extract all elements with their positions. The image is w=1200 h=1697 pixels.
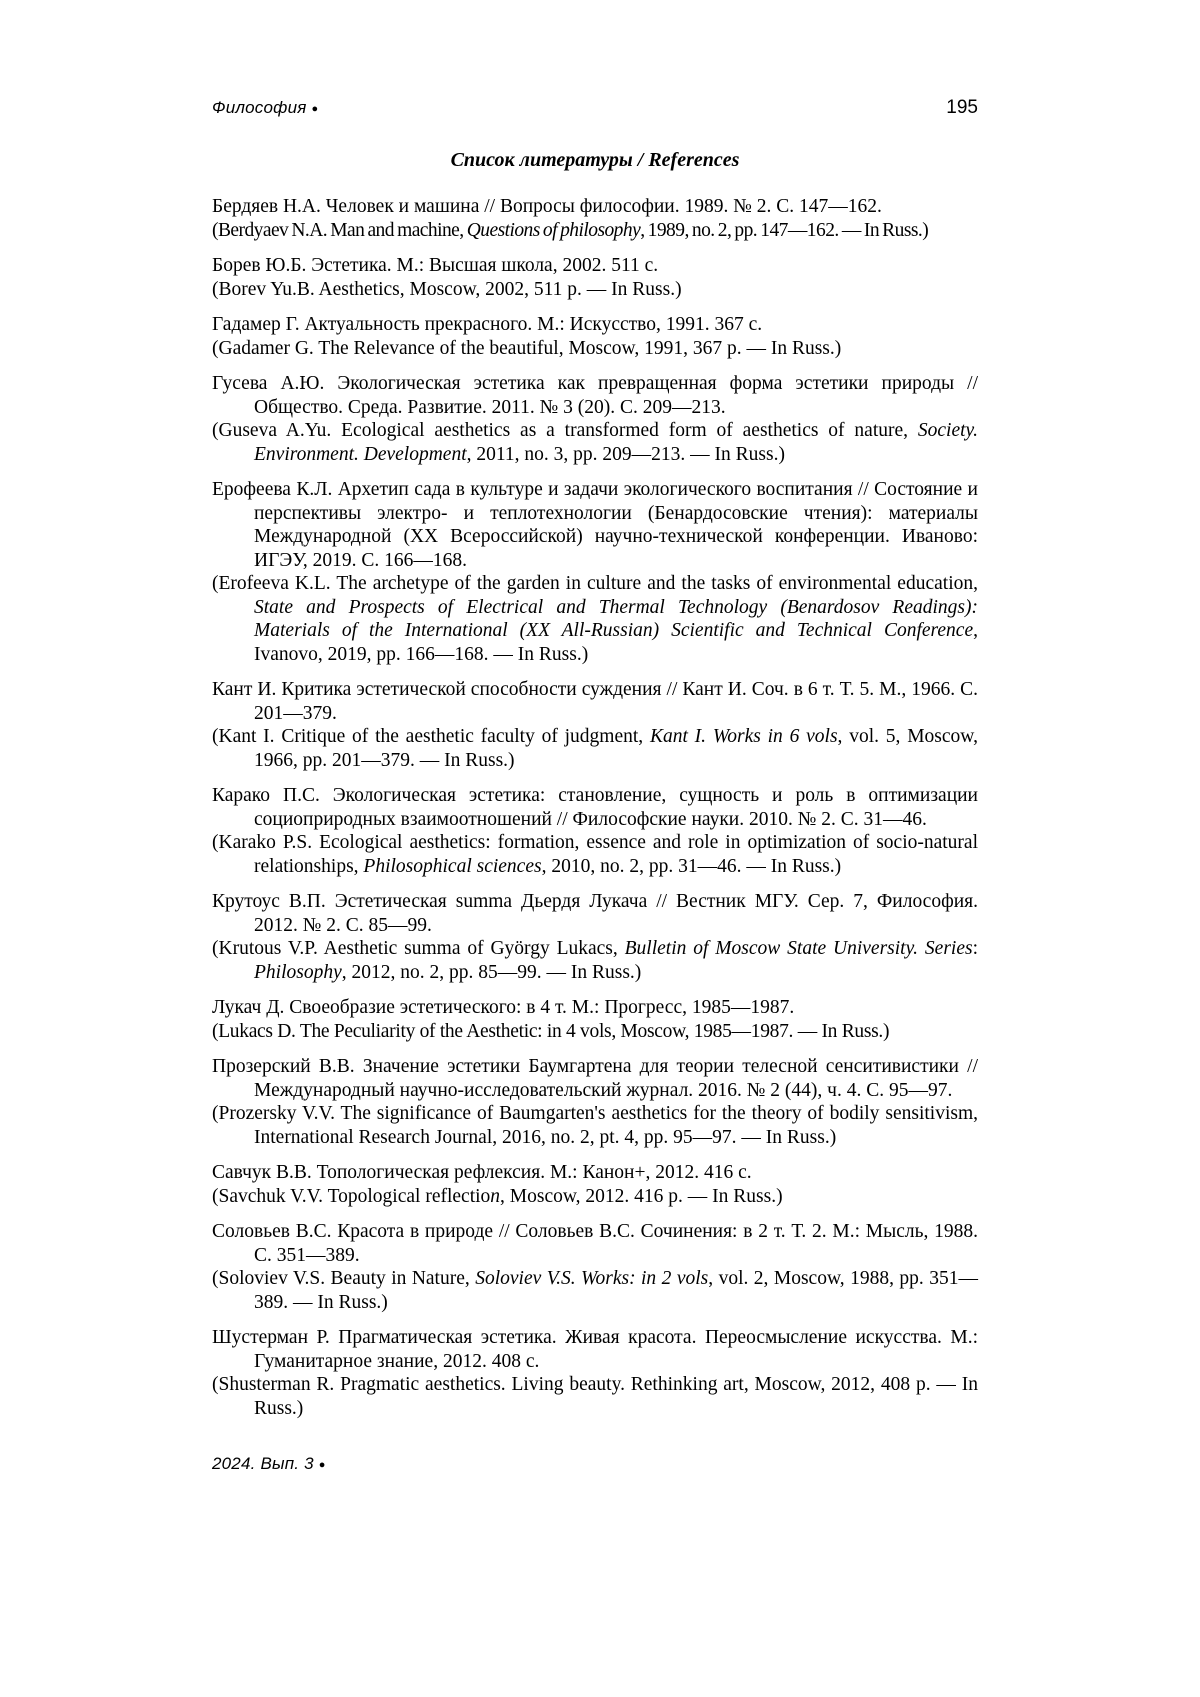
references-title: Список литературы / References <box>450 149 740 171</box>
reference-ru-text: Лукач Д. Своеобразие эстетического: в 4 т. М.: Прогресс, 1985—1987. <box>212 997 795 1018</box>
reference-ru-text: Кант И. Критика эстетической способности суждения // Кант И. Соч. в 6 т. Т. 5. М., 1966. С. 201—379. <box>212 679 978 724</box>
page-number: 195 <box>946 97 978 118</box>
reference-entry <box>212 1326 978 1420</box>
reference-entry <box>212 784 978 878</box>
reference-ru-text: Бердяев Н.А. Человек и машина // Вопросы философии. 1989. № 2. С. 147—162. <box>212 196 882 217</box>
issue-label: 2024. Вып. 3 <box>212 1454 314 1473</box>
reference-entry <box>212 1220 978 1314</box>
reference-entry <box>212 1161 978 1208</box>
reference-entry <box>212 478 978 666</box>
references-list <box>212 195 978 1420</box>
reference-ru-text: Борев Ю.Б. Эстетика. М.: Высшая школа, 2002. 511 с. <box>212 255 659 276</box>
reference-en-text: (Gadamer G. The Relevance of the beautiful, Moscow, 1991, 367 p. — In Russ.) <box>212 337 842 359</box>
reference-ru-text: Карако П.С. Экологическая эстетика: становление, сущность и роль в оптимизации социоприродных взаимоотношений // Философские науки. 2010. № 2. С. 31—46. <box>212 785 978 830</box>
header-bullet-icon: ● <box>311 103 319 115</box>
reference-entry <box>212 254 978 301</box>
reference-entry <box>212 313 978 360</box>
reference-entry <box>212 195 978 242</box>
reference-en-text: (Karako P.S. Ecological aesthetics: formation, essence and role in optimization of socio-natural relationships, Philosophical sciences, 2010, no. 2, pp. 31—46. — In Russ.) <box>212 832 978 877</box>
reference-en-text: (Kant I. Critique of the aesthetic faculty of judgment, Kant I. Works in 6 vols, vol. 5, Moscow, 1966, pp. 201—379. — In Russ.) <box>212 726 978 771</box>
reference-ru-text: Гадамер Г. Актуальность прекрасного. М.: Искусство, 1991. 367 с. <box>212 314 763 335</box>
section-label <box>212 98 318 118</box>
reference-entry <box>212 678 978 772</box>
reference-en-text: (Krutous V.P. Aesthetic summa of György Lukacs, Bulletin of Moscow State University. Series: Philosophy, 2012, no. 2, pp. 85—99. — In Russ.) <box>212 938 978 983</box>
footer-bullet-icon: ● <box>318 1459 326 1471</box>
page-footer <box>212 1454 326 1474</box>
reference-en-text: (Soloviev V.S. Beauty in Nature, Soloviev V.S. Works: in 2 vols, vol. 2, Moscow, 1988, pp. 351—389. — In Russ.) <box>212 1268 978 1313</box>
reference-ru-text: Ерофеева К.Л. Архетип сада в культуре и задачи экологического воспитания // Состояние и перспективы электро- и теплотехнологии (Бенардосовские чтения): материалы Международной (XX Всероссийской) научно-технической конференции. Иваново: ИГЭУ, 2019. С. 166—168. <box>212 479 978 571</box>
reference-entry <box>212 996 978 1043</box>
section-label-text: Философия <box>212 98 307 117</box>
reference-en-text: (Borev Yu.B. Aesthetics, Moscow, 2002, 511 p. — In Russ.) <box>212 278 682 300</box>
reference-ru-text: Гусева А.Ю. Экологическая эстетика как превращенная форма эстетики природы // Общество. Среда. Развитие. 2011. № 3 (20). С. 209—213. <box>212 373 978 418</box>
reference-entry <box>212 1055 978 1149</box>
reference-en-text: (Erofeeva K.L. The archetype of the garden in culture and the tasks of environmental education, State and Prospects of Electrical and Thermal Technology (Benardosov Readings): Materials of the International (XX All-Russian) Scientific and Technical Conference, Ivanovo, 2019, pp. 166—168. — In Russ.) <box>212 573 978 665</box>
reference-ru-text: Прозерский В.В. Значение эстетики Баумгартена для теории телесной сенситивистики // Международный научно-исследовательский журнал. 2016. № 2 (44), ч. 4. С. 95—97. <box>212 1056 978 1101</box>
reference-en-text: (Lukacs D. The Peculiarity of the Aesthetic: in 4 vols, Moscow, 1985—1987. — In Russ.) <box>212 1020 890 1042</box>
reference-ru-text: Шустерман Р. Прагматическая эстетика. Живая красота. Переосмысление искусства. М.: Гуманитарное знание, 2012. 408 с. <box>212 1327 978 1372</box>
reference-en-text: (Guseva A.Yu. Ecological aesthetics as a transformed form of aesthetics of nature, Society. Environment. Development, 2011, no. 3, pp. 209—213. — In Russ.) <box>212 420 978 465</box>
reference-en-text: (Berdyaev N.A. Man and machine, Questions of philosophy, 1989, no. 2, pp. 147—162. — In Russ.) <box>212 219 929 241</box>
page-header <box>212 97 978 119</box>
reference-en-text: (Prozersky V.V. The significance of Baumgarten's aesthetics for the theory of bodily sensitivism, International Research Journal, 2016, no. 2, pt. 4, pp. 95—97. — In Russ.) <box>212 1103 978 1148</box>
reference-ru-text: Соловьев В.С. Красота в природе // Соловьев В.С. Сочинения: в 2 т. Т. 2. М.: Мысль, 1988. С. 351—389. <box>212 1221 978 1266</box>
reference-ru-text: Савчук В.В. Топологическая рефлексия. М.: Канон+, 2012. 416 с. <box>212 1162 752 1183</box>
reference-en-text: (Savchuk V.V. Topological reflection, Moscow, 2012. 416 p. — In Russ.) <box>212 1185 783 1207</box>
reference-entry <box>212 890 978 984</box>
page-content <box>212 97 978 1432</box>
reference-entry <box>212 372 978 466</box>
reference-ru-text: Крутоус В.П. Эстетическая summa Дьердя Лукача // Вестник МГУ. Сер. 7, Философия. 2012. № 2. С. 85—99. <box>212 891 978 936</box>
reference-en-text: (Shusterman R. Pragmatic aesthetics. Living beauty. Rethinking art, Moscow, 2012, 408 p. — In Russ.) <box>212 1374 978 1419</box>
